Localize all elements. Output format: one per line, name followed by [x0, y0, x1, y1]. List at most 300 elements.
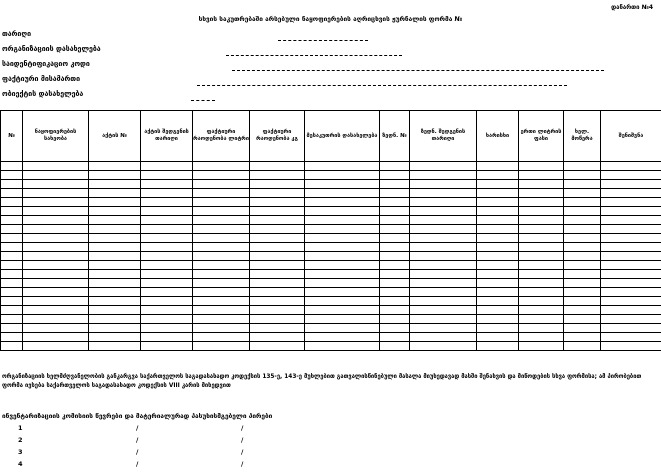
- table-cell[interactable]: [601, 297, 661, 306]
- table-cell[interactable]: [305, 315, 380, 324]
- table-cell[interactable]: [564, 234, 601, 243]
- table-cell[interactable]: [305, 333, 380, 342]
- actual-address-label: ფაქტიური მისამართი: [2, 75, 80, 83]
- table-cell[interactable]: [1, 297, 23, 306]
- table-cell[interactable]: [410, 333, 477, 342]
- table-cell[interactable]: [193, 216, 250, 225]
- table-cell[interactable]: [250, 324, 305, 333]
- table-cell[interactable]: [601, 216, 661, 225]
- table-cell[interactable]: [250, 207, 305, 216]
- table-cell[interactable]: [477, 198, 519, 207]
- col-quality: ხარისხი: [477, 111, 519, 162]
- table-cell[interactable]: [564, 279, 601, 288]
- table-cell[interactable]: [250, 252, 305, 261]
- table-cell[interactable]: [89, 189, 141, 198]
- table-cell[interactable]: [141, 270, 193, 279]
- table-cell[interactable]: [305, 324, 380, 333]
- date-line[interactable]: [278, 40, 368, 41]
- table-cell[interactable]: [141, 315, 193, 324]
- table-cell[interactable]: [564, 306, 601, 315]
- table-cell[interactable]: [477, 315, 519, 324]
- table-cell[interactable]: [380, 243, 410, 252]
- col-owner-name: მესაკუთრის დასახელება: [305, 111, 380, 162]
- table-cell[interactable]: [23, 162, 89, 171]
- table-cell[interactable]: [519, 189, 564, 198]
- table-cell[interactable]: [193, 180, 250, 189]
- table-cell[interactable]: [23, 216, 89, 225]
- table-cell[interactable]: [89, 270, 141, 279]
- table-cell[interactable]: [23, 288, 89, 297]
- table-cell[interactable]: [380, 270, 410, 279]
- table-cell[interactable]: [89, 225, 141, 234]
- table-cell[interactable]: [519, 180, 564, 189]
- table-cell[interactable]: [141, 189, 193, 198]
- table-cell[interactable]: [305, 207, 380, 216]
- table-cell[interactable]: [250, 198, 305, 207]
- table-cell[interactable]: [564, 180, 601, 189]
- table-cell[interactable]: [89, 162, 141, 171]
- date-label: თარიღი: [2, 30, 31, 38]
- col-number: №: [1, 111, 23, 162]
- table-cell[interactable]: [380, 297, 410, 306]
- table-cell[interactable]: [250, 270, 305, 279]
- table-cell[interactable]: [89, 324, 141, 333]
- table-cell[interactable]: [410, 306, 477, 315]
- table-cell[interactable]: [250, 162, 305, 171]
- table-cell[interactable]: [564, 315, 601, 324]
- table-cell[interactable]: [601, 225, 661, 234]
- table-cell[interactable]: [89, 252, 141, 261]
- table-cell[interactable]: [193, 270, 250, 279]
- table-cell[interactable]: [23, 279, 89, 288]
- table-cell[interactable]: [601, 252, 661, 261]
- table-cell[interactable]: [564, 216, 601, 225]
- table-cell[interactable]: [601, 333, 661, 342]
- table-cell[interactable]: [250, 225, 305, 234]
- table-cell[interactable]: [193, 324, 250, 333]
- table-cell[interactable]: [564, 207, 601, 216]
- table-cell[interactable]: [380, 306, 410, 315]
- table-cell[interactable]: [250, 189, 305, 198]
- table-cell[interactable]: [141, 171, 193, 180]
- signer-row: [0, 424, 661, 436]
- table-cell[interactable]: [141, 225, 193, 234]
- signer-separator: /: [241, 448, 243, 456]
- table-cell[interactable]: [141, 306, 193, 315]
- object-name-line[interactable]: [191, 100, 215, 101]
- table-cell[interactable]: [564, 333, 601, 342]
- table-header-row: [1, 111, 661, 162]
- table-cell[interactable]: [193, 333, 250, 342]
- table-cell[interactable]: [519, 234, 564, 243]
- table-cell[interactable]: [89, 306, 141, 315]
- table-cell[interactable]: [601, 288, 661, 297]
- table-cell[interactable]: [23, 261, 89, 270]
- table-cell[interactable]: [23, 297, 89, 306]
- table-cell[interactable]: [380, 279, 410, 288]
- table-cell[interactable]: [380, 342, 410, 351]
- table-cell[interactable]: [601, 243, 661, 252]
- table-cell[interactable]: [193, 306, 250, 315]
- table-cell[interactable]: [477, 180, 519, 189]
- organization-name-line[interactable]: [226, 55, 402, 56]
- table-cell[interactable]: [477, 207, 519, 216]
- table-cell[interactable]: [519, 342, 564, 351]
- signer-separator: /: [241, 424, 243, 432]
- table-cell[interactable]: [193, 243, 250, 252]
- table-cell[interactable]: [89, 315, 141, 324]
- table-cell[interactable]: [380, 198, 410, 207]
- table-cell[interactable]: [89, 234, 141, 243]
- table-cell[interactable]: [193, 198, 250, 207]
- signer-number: 1: [18, 424, 23, 432]
- table-cell[interactable]: [410, 279, 477, 288]
- table-cell[interactable]: [141, 261, 193, 270]
- table-cell[interactable]: [193, 261, 250, 270]
- table-cell[interactable]: [250, 216, 305, 225]
- table-cell[interactable]: [89, 171, 141, 180]
- table-cell[interactable]: [601, 171, 661, 180]
- table-cell[interactable]: [1, 207, 23, 216]
- table-cell[interactable]: [380, 324, 410, 333]
- table-cell[interactable]: [23, 198, 89, 207]
- table-cell[interactable]: [193, 297, 250, 306]
- table-cell[interactable]: [141, 297, 193, 306]
- table-cell[interactable]: [23, 225, 89, 234]
- table-cell[interactable]: [141, 342, 193, 351]
- table-cell[interactable]: [250, 288, 305, 297]
- table-cell[interactable]: [141, 324, 193, 333]
- table-cell[interactable]: [250, 297, 305, 306]
- table-cell[interactable]: [519, 225, 564, 234]
- table-cell[interactable]: [1, 279, 23, 288]
- table-cell[interactable]: [477, 225, 519, 234]
- table-cell[interactable]: [1, 315, 23, 324]
- table-cell[interactable]: [305, 216, 380, 225]
- table-cell[interactable]: [89, 180, 141, 189]
- table-cell[interactable]: [477, 252, 519, 261]
- table-cell[interactable]: [141, 333, 193, 342]
- table-cell[interactable]: [564, 162, 601, 171]
- table-cell[interactable]: [601, 270, 661, 279]
- table-cell[interactable]: [1, 333, 23, 342]
- table-cell[interactable]: [477, 342, 519, 351]
- table-row: [1, 288, 661, 297]
- table-cell[interactable]: [305, 252, 380, 261]
- table-cell[interactable]: [141, 216, 193, 225]
- table-cell[interactable]: [141, 207, 193, 216]
- table-cell[interactable]: [410, 288, 477, 297]
- table-cell[interactable]: [410, 198, 477, 207]
- table-cell[interactable]: [380, 216, 410, 225]
- table-cell[interactable]: [519, 162, 564, 171]
- table-cell[interactable]: [410, 180, 477, 189]
- table-cell[interactable]: [477, 288, 519, 297]
- table-cell[interactable]: [23, 189, 89, 198]
- table-cell[interactable]: [477, 261, 519, 270]
- table-cell[interactable]: [601, 342, 661, 351]
- table-cell[interactable]: [141, 198, 193, 207]
- table-cell[interactable]: [250, 261, 305, 270]
- table-row: [1, 279, 661, 288]
- table-row: [1, 189, 661, 198]
- table-cell[interactable]: [519, 171, 564, 180]
- table-cell[interactable]: [1, 234, 23, 243]
- table-cell[interactable]: [380, 234, 410, 243]
- table-cell[interactable]: [519, 270, 564, 279]
- table-cell[interactable]: [305, 297, 380, 306]
- table-cell[interactable]: [410, 324, 477, 333]
- signer-separator: /: [136, 424, 138, 432]
- table-cell[interactable]: [305, 243, 380, 252]
- table-cell[interactable]: [564, 342, 601, 351]
- actual-address-line[interactable]: [197, 85, 567, 86]
- table-cell[interactable]: [305, 261, 380, 270]
- table-cell[interactable]: [477, 306, 519, 315]
- table-cell[interactable]: [564, 261, 601, 270]
- table-cell[interactable]: [477, 171, 519, 180]
- table-cell[interactable]: [380, 207, 410, 216]
- table-cell[interactable]: [519, 216, 564, 225]
- table-cell[interactable]: [477, 324, 519, 333]
- table-cell[interactable]: [601, 234, 661, 243]
- table-cell[interactable]: [305, 234, 380, 243]
- table-cell[interactable]: [1, 180, 23, 189]
- table-row: [1, 225, 661, 234]
- table-cell[interactable]: [1, 252, 23, 261]
- table-cell[interactable]: [601, 189, 661, 198]
- table-cell[interactable]: [477, 333, 519, 342]
- table-cell[interactable]: [89, 243, 141, 252]
- table-cell[interactable]: [89, 216, 141, 225]
- table-cell[interactable]: [519, 306, 564, 315]
- table-cell[interactable]: [410, 207, 477, 216]
- table-cell[interactable]: [305, 279, 380, 288]
- table-cell[interactable]: [519, 243, 564, 252]
- table-cell[interactable]: [601, 198, 661, 207]
- table-cell[interactable]: [141, 180, 193, 189]
- table-cell[interactable]: [410, 252, 477, 261]
- table-cell[interactable]: [410, 315, 477, 324]
- identification-code-line[interactable]: [232, 70, 604, 71]
- table-cell[interactable]: [380, 171, 410, 180]
- table-cell[interactable]: [601, 207, 661, 216]
- table-cell[interactable]: [380, 225, 410, 234]
- table-cell[interactable]: [89, 198, 141, 207]
- table-cell[interactable]: [1, 243, 23, 252]
- table-cell[interactable]: [305, 306, 380, 315]
- table-cell[interactable]: [89, 288, 141, 297]
- table-cell[interactable]: [380, 189, 410, 198]
- col-act-number: აქტის №: [89, 111, 141, 162]
- table-cell[interactable]: [193, 279, 250, 288]
- table-cell[interactable]: [250, 333, 305, 342]
- table-cell[interactable]: [1, 342, 23, 351]
- table-cell[interactable]: [519, 324, 564, 333]
- table-cell[interactable]: [250, 234, 305, 243]
- table-cell[interactable]: [564, 171, 601, 180]
- table-cell[interactable]: [564, 243, 601, 252]
- table-cell[interactable]: [519, 288, 564, 297]
- table-cell[interactable]: [1, 216, 23, 225]
- table-cell[interactable]: [601, 162, 661, 171]
- table-cell[interactable]: [23, 180, 89, 189]
- table-cell[interactable]: [519, 198, 564, 207]
- table-cell[interactable]: [564, 198, 601, 207]
- table-cell[interactable]: [89, 297, 141, 306]
- col-fertility-type: ნაყოფიერების სახეობა: [23, 111, 89, 162]
- table-cell[interactable]: [410, 270, 477, 279]
- table-cell[interactable]: [141, 243, 193, 252]
- table-cell[interactable]: [601, 324, 661, 333]
- table-cell[interactable]: [250, 171, 305, 180]
- table-cell[interactable]: [305, 198, 380, 207]
- table-cell[interactable]: [410, 234, 477, 243]
- table-cell[interactable]: [601, 261, 661, 270]
- table-cell[interactable]: [305, 342, 380, 351]
- table-cell[interactable]: [564, 270, 601, 279]
- table-cell[interactable]: [193, 315, 250, 324]
- table-cell[interactable]: [305, 225, 380, 234]
- table-cell[interactable]: [23, 171, 89, 180]
- table-cell[interactable]: [250, 243, 305, 252]
- table-cell[interactable]: [193, 288, 250, 297]
- table-cell[interactable]: [23, 207, 89, 216]
- table-cell[interactable]: [477, 189, 519, 198]
- table-cell[interactable]: [564, 189, 601, 198]
- table-cell[interactable]: [23, 324, 89, 333]
- table-cell[interactable]: [477, 270, 519, 279]
- table-cell[interactable]: [141, 288, 193, 297]
- table-cell[interactable]: [141, 279, 193, 288]
- organization-name-label: ორგანიზაციის დასახელება: [2, 45, 101, 53]
- table-cell[interactable]: [1, 198, 23, 207]
- table-cell[interactable]: [519, 252, 564, 261]
- table-cell[interactable]: [193, 225, 250, 234]
- table-cell[interactable]: [477, 297, 519, 306]
- table-cell[interactable]: [23, 243, 89, 252]
- table-cell[interactable]: [89, 207, 141, 216]
- table-cell[interactable]: [250, 279, 305, 288]
- table-cell[interactable]: [1, 171, 23, 180]
- table-cell[interactable]: [193, 189, 250, 198]
- table-cell[interactable]: [193, 171, 250, 180]
- table-cell[interactable]: [410, 189, 477, 198]
- table-cell[interactable]: [519, 297, 564, 306]
- table-cell[interactable]: [141, 252, 193, 261]
- table-cell[interactable]: [89, 333, 141, 342]
- table-cell[interactable]: [519, 207, 564, 216]
- table-row: [1, 297, 661, 306]
- table-cell[interactable]: [250, 342, 305, 351]
- table-cell[interactable]: [305, 288, 380, 297]
- table-cell[interactable]: [1, 324, 23, 333]
- table-cell[interactable]: [89, 261, 141, 270]
- table-cell[interactable]: [410, 216, 477, 225]
- table-cell[interactable]: [564, 324, 601, 333]
- table-cell[interactable]: [250, 315, 305, 324]
- table-cell[interactable]: [410, 261, 477, 270]
- table-cell[interactable]: [564, 288, 601, 297]
- table-cell[interactable]: [477, 162, 519, 171]
- table-cell[interactable]: [410, 162, 477, 171]
- table-cell[interactable]: [1, 261, 23, 270]
- table-cell[interactable]: [305, 171, 380, 180]
- table-cell[interactable]: [305, 189, 380, 198]
- table-cell[interactable]: [305, 270, 380, 279]
- table-cell[interactable]: [564, 225, 601, 234]
- table-cell[interactable]: [305, 180, 380, 189]
- table-cell[interactable]: [23, 252, 89, 261]
- table-cell[interactable]: [23, 234, 89, 243]
- table-cell[interactable]: [141, 162, 193, 171]
- table-cell[interactable]: [1, 306, 23, 315]
- table-cell[interactable]: [410, 171, 477, 180]
- table-cell[interactable]: [380, 180, 410, 189]
- table-cell[interactable]: [1, 288, 23, 297]
- table-cell[interactable]: [1, 225, 23, 234]
- table-body: [1, 162, 661, 351]
- table-cell[interactable]: [380, 333, 410, 342]
- table-cell[interactable]: [193, 342, 250, 351]
- table-cell[interactable]: [410, 225, 477, 234]
- table-cell[interactable]: [519, 261, 564, 270]
- table-cell[interactable]: [410, 342, 477, 351]
- table-cell[interactable]: [601, 315, 661, 324]
- table-cell[interactable]: [564, 252, 601, 261]
- signer-row: [0, 448, 661, 460]
- table-cell[interactable]: [89, 279, 141, 288]
- table-cell[interactable]: [23, 333, 89, 342]
- table-cell[interactable]: [477, 216, 519, 225]
- table-cell[interactable]: [193, 207, 250, 216]
- table-cell[interactable]: [601, 306, 661, 315]
- table-cell[interactable]: [410, 243, 477, 252]
- table-cell[interactable]: [89, 342, 141, 351]
- table-cell[interactable]: [477, 234, 519, 243]
- table-cell[interactable]: [305, 162, 380, 171]
- table-cell[interactable]: [23, 315, 89, 324]
- table-cell[interactable]: [564, 297, 601, 306]
- table-cell[interactable]: [410, 297, 477, 306]
- table-cell[interactable]: [519, 315, 564, 324]
- table-cell[interactable]: [23, 270, 89, 279]
- table-cell[interactable]: [380, 252, 410, 261]
- table-cell[interactable]: [380, 315, 410, 324]
- table-cell[interactable]: [380, 288, 410, 297]
- table-cell[interactable]: [1, 270, 23, 279]
- col-signature: ხელ. მოწერა: [564, 111, 601, 162]
- table-cell[interactable]: [477, 279, 519, 288]
- table-cell[interactable]: [250, 306, 305, 315]
- table-cell[interactable]: [23, 342, 89, 351]
- table-cell[interactable]: [519, 279, 564, 288]
- table-cell[interactable]: [193, 234, 250, 243]
- table-cell[interactable]: [193, 252, 250, 261]
- table-cell[interactable]: [250, 180, 305, 189]
- table-cell[interactable]: [601, 180, 661, 189]
- table-cell[interactable]: [141, 234, 193, 243]
- table-cell[interactable]: [380, 261, 410, 270]
- table-cell[interactable]: [380, 162, 410, 171]
- table-cell[interactable]: [193, 162, 250, 171]
- table-cell[interactable]: [1, 189, 23, 198]
- table-cell[interactable]: [23, 306, 89, 315]
- table-cell[interactable]: [601, 279, 661, 288]
- table-cell[interactable]: [519, 333, 564, 342]
- table-cell[interactable]: [1, 162, 23, 171]
- table-cell[interactable]: [477, 243, 519, 252]
